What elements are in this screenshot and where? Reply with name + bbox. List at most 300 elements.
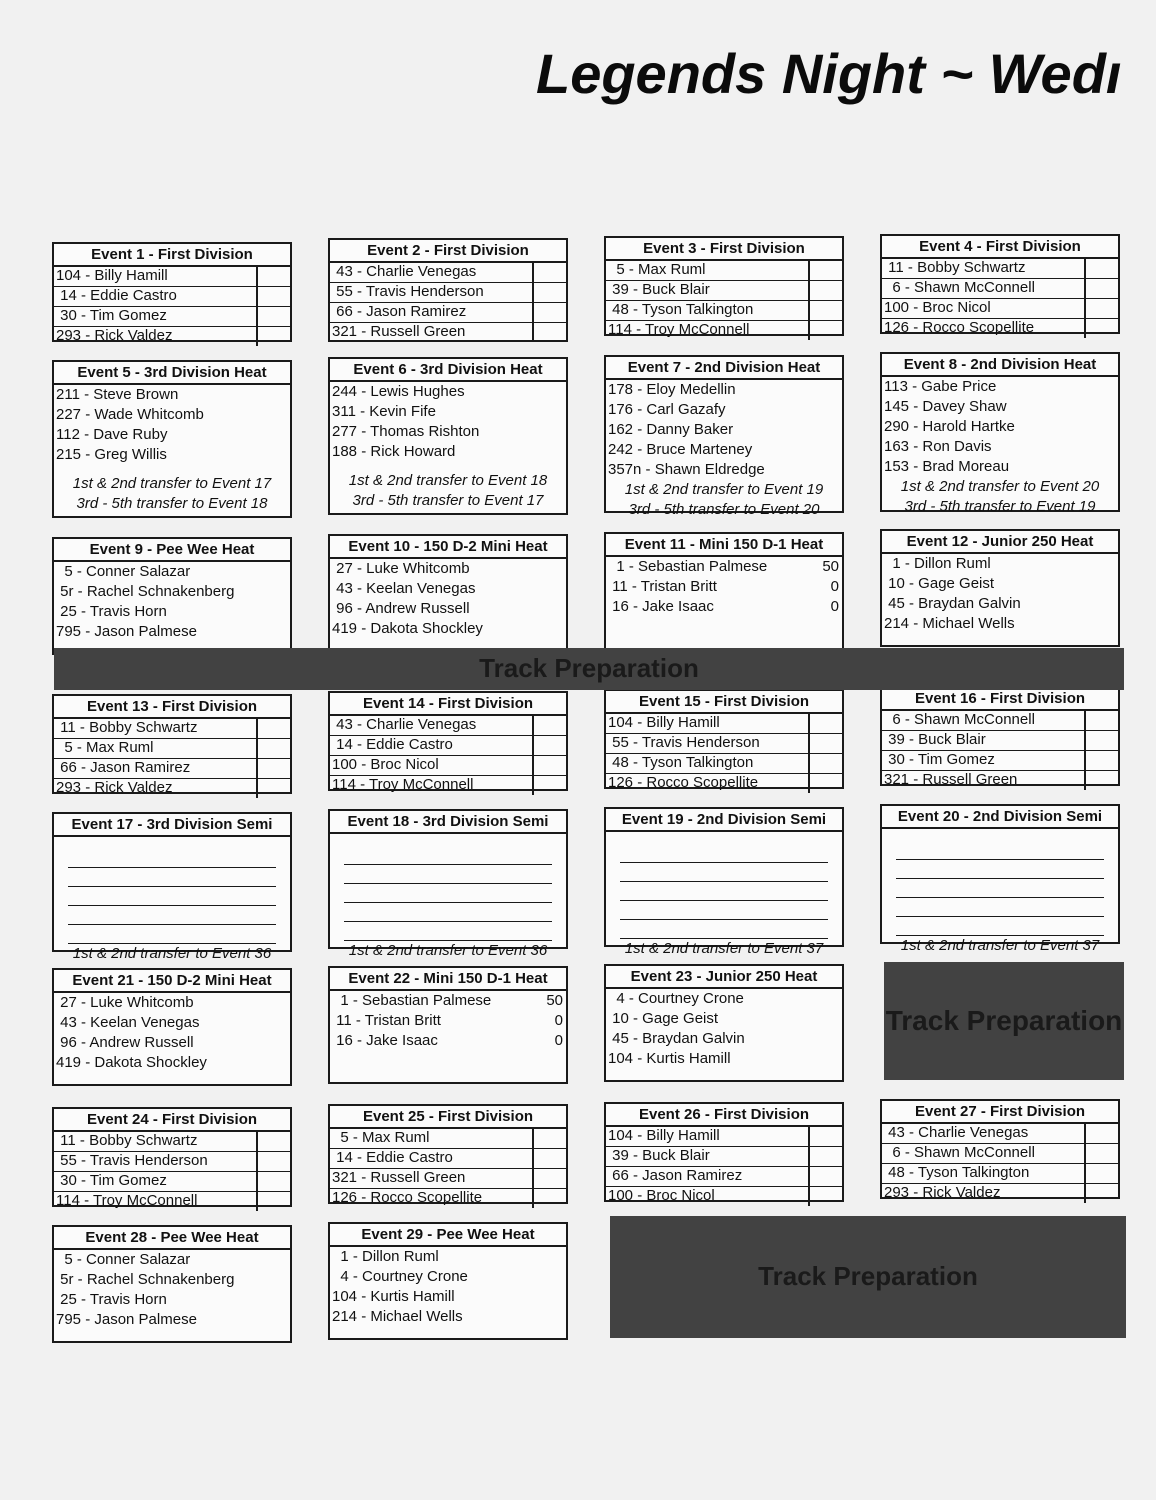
event-title: Event 20 - 2nd Division Semi	[882, 806, 1118, 829]
driver-name: 290 - Harold Hartke	[884, 418, 1015, 435]
driver-row	[330, 1247, 566, 1267]
result-cell	[1084, 1184, 1118, 1203]
driver-name: 178 - Eloy Medellin	[608, 381, 736, 398]
result-cell	[256, 287, 290, 306]
driver-name: 55 - Travis Henderson	[332, 283, 484, 300]
driver-row	[882, 554, 1118, 574]
driver-name: 215 - Greg Willis	[56, 446, 167, 463]
driver-row	[330, 442, 566, 462]
event-box	[52, 537, 292, 655]
event-title: Event 3 - First Division	[606, 238, 842, 261]
entry-line	[68, 868, 276, 887]
driver-row	[882, 299, 1118, 319]
driver-name: 43 - Keelan Venegas	[56, 1014, 200, 1031]
driver-name: 321 - Russell Green	[884, 771, 1018, 788]
driver-row	[606, 400, 842, 420]
driver-row	[330, 736, 566, 756]
driver-name: 311 - Kevin Fife	[332, 403, 436, 420]
driver-row	[54, 779, 290, 798]
transfer-note: 1st & 2nd transfer to Event 20	[900, 478, 1100, 495]
driver-name: 357n - Shawn Eldredge	[608, 461, 765, 478]
driver-name: 5 - Conner Salazar	[56, 563, 191, 580]
driver-name: 14 - Eddie Castro	[332, 1149, 453, 1166]
driver-name: 419 - Dakota Shockley	[332, 620, 483, 637]
entry-line	[896, 917, 1104, 936]
entry-line	[344, 903, 552, 922]
event-title: Event 19 - 2nd Division Semi	[606, 809, 842, 832]
driver-name: 5 - Max Ruml	[56, 739, 154, 756]
transfer-note: 1st & 2nd transfer to Event 19	[624, 481, 824, 498]
result-cell	[532, 1149, 566, 1168]
driver-name: 48 - Tyson Talkington	[608, 301, 754, 318]
event-title: Event 2 - First Division	[330, 240, 566, 263]
driver-name: 10 - Gage Geist	[608, 1010, 719, 1027]
driver-name: 11 - Bobby Schwartz	[884, 259, 1026, 276]
driver-row	[606, 440, 842, 460]
driver-row	[606, 577, 842, 597]
driver-name: 1 - Dillon Ruml	[332, 1248, 439, 1265]
driver-name: 795 - Jason Palmese	[56, 1311, 197, 1328]
entry-line	[620, 863, 828, 882]
driver-name: 104 - Billy Hamill	[56, 267, 168, 284]
entry-line	[68, 906, 276, 925]
driver-row	[330, 323, 566, 342]
driver-row	[606, 1009, 842, 1029]
driver-row	[330, 1129, 566, 1149]
event-box	[880, 1099, 1120, 1199]
event-box	[604, 236, 844, 336]
driver-row	[882, 731, 1118, 751]
driver-row	[882, 457, 1118, 477]
result-cell	[1084, 1124, 1118, 1143]
driver-points: 50	[546, 992, 563, 1009]
transfer-note: 3rd - 5th transfer to Event 18	[76, 495, 268, 512]
result-cell	[256, 779, 290, 798]
semi-entry-lines	[882, 829, 1118, 936]
result-cell	[256, 327, 290, 346]
driver-name: 6 - Shawn McConnell	[884, 711, 1035, 728]
event-box	[328, 691, 568, 791]
event-title: Event 14 - First Division	[330, 693, 566, 716]
event-box	[328, 809, 568, 959]
spacer	[330, 462, 566, 471]
result-cell	[808, 1187, 842, 1206]
driver-row	[330, 1287, 566, 1307]
driver-name: 145 - Davey Shaw	[884, 398, 1007, 415]
result-cell	[808, 1147, 842, 1166]
event-title: Event 25 - First Division	[330, 1106, 566, 1129]
driver-row	[606, 1187, 842, 1206]
transfer-note: 1st & 2nd transfer to Event 36	[348, 942, 548, 959]
event-box	[880, 686, 1120, 786]
driver-row	[54, 993, 290, 1013]
event-title: Event 24 - First Division	[54, 1109, 290, 1132]
driver-name: 39 - Buck Blair	[884, 731, 986, 748]
result-cell	[256, 759, 290, 778]
driver-name: 104 - Billy Hamill	[608, 1127, 720, 1144]
event-title: Event 6 - 3rd Division Heat	[330, 359, 566, 382]
driver-row	[54, 385, 290, 405]
entry-line	[620, 901, 828, 920]
entry-line	[620, 882, 828, 901]
driver-row	[54, 1270, 290, 1290]
driver-name: 43 - Charlie Venegas	[332, 716, 477, 733]
event-box	[604, 532, 844, 650]
driver-name: 126 - Rocco Scopellite	[884, 319, 1035, 336]
event-box	[604, 964, 844, 1082]
driver-name: 6 - Shawn McConnell	[884, 279, 1035, 296]
event-box	[52, 968, 292, 1086]
driver-row	[330, 619, 566, 639]
event-box	[52, 1107, 292, 1207]
driver-row	[330, 1307, 566, 1327]
transfer-note: 1st & 2nd transfer to Event 37	[624, 940, 824, 957]
driver-name: 11 - Tristan Britt	[332, 1012, 441, 1029]
entry-line	[68, 925, 276, 944]
driver-row	[606, 420, 842, 440]
driver-name: 14 - Eddie Castro	[332, 736, 453, 753]
driver-row	[330, 1189, 566, 1208]
driver-row	[54, 1013, 290, 1033]
driver-name: 153 - Brad Moreau	[884, 458, 1010, 475]
driver-name: 27 - Luke Whitcomb	[332, 560, 470, 577]
driver-name: 227 - Wade Whitcomb	[56, 406, 204, 423]
driver-name: 43 - Charlie Venegas	[884, 1124, 1029, 1141]
driver-row	[54, 307, 290, 327]
event-box	[604, 355, 844, 518]
result-cell	[1084, 731, 1118, 750]
spacer	[54, 465, 290, 474]
event-title: Event 13 - First Division	[54, 696, 290, 719]
driver-name: 211 - Steve Brown	[56, 386, 179, 403]
event-box	[880, 804, 1120, 954]
driver-name: 163 - Ron Davis	[884, 438, 992, 455]
driver-row	[882, 1144, 1118, 1164]
track-preparation-label: Track Preparation	[758, 1261, 978, 1292]
entry-line	[620, 844, 828, 863]
driver-row	[330, 776, 566, 795]
event-box	[328, 966, 568, 1084]
event-box	[328, 534, 568, 652]
driver-row	[330, 1169, 566, 1189]
event-title: Event 18 - 3rd Division Semi	[330, 811, 566, 834]
transfer-note: 1st & 2nd transfer to Event 17	[72, 475, 272, 492]
driver-name: 5 - Conner Salazar	[56, 1251, 191, 1268]
driver-name: 188 - Rick Howard	[332, 443, 456, 460]
track-preparation-block	[610, 1216, 1126, 1338]
result-cell	[1084, 1144, 1118, 1163]
driver-row	[330, 599, 566, 619]
result-cell	[808, 261, 842, 280]
event-box	[52, 694, 292, 794]
driver-name: 293 - Rick Valdez	[884, 1184, 1001, 1201]
result-cell	[532, 756, 566, 775]
driver-points: 0	[554, 1012, 563, 1029]
driver-row	[54, 1132, 290, 1152]
driver-row	[606, 301, 842, 321]
driver-name: 100 - Broc Nicol	[608, 1187, 715, 1204]
event-title: Event 23 - Junior 250 Heat	[606, 966, 842, 989]
driver-row	[606, 1167, 842, 1187]
driver-name: 100 - Broc Nicol	[884, 299, 991, 316]
result-cell	[532, 323, 566, 342]
result-cell	[808, 321, 842, 340]
page-title: Legends Night ~ Wedı	[536, 42, 1122, 105]
result-cell	[532, 1189, 566, 1208]
driver-row	[330, 716, 566, 736]
result-cell	[256, 719, 290, 738]
track-preparation-label: Track Preparation	[479, 653, 699, 684]
entry-line	[68, 887, 276, 906]
driver-row	[882, 417, 1118, 437]
driver-name: 114 - Troy McConnell	[56, 1192, 198, 1209]
driver-points: 0	[830, 578, 839, 595]
event-box	[52, 1225, 292, 1343]
result-cell	[1084, 259, 1118, 278]
event-box	[880, 529, 1120, 647]
driver-name: 176 - Carl Gazafy	[608, 401, 726, 418]
entry-line	[68, 849, 276, 868]
result-cell	[532, 736, 566, 755]
result-cell	[532, 303, 566, 322]
event-title: Event 11 - Mini 150 D-1 Heat	[606, 534, 842, 557]
driver-row	[882, 319, 1118, 338]
event-title: Event 28 - Pee Wee Heat	[54, 1227, 290, 1250]
driver-name: 126 - Rocco Scopellite	[332, 1189, 483, 1206]
driver-name: 244 - Lewis Hughes	[332, 383, 465, 400]
driver-row	[54, 1172, 290, 1192]
track-preparation-label: Track Preparation	[885, 1004, 1123, 1036]
result-cell	[808, 754, 842, 773]
driver-row	[882, 279, 1118, 299]
driver-name: 30 - Tim Gomez	[56, 1172, 167, 1189]
entry-line	[344, 846, 552, 865]
driver-row	[330, 402, 566, 422]
driver-row	[54, 1192, 290, 1211]
driver-row	[54, 445, 290, 465]
event-box	[52, 242, 292, 342]
result-cell	[808, 281, 842, 300]
driver-row	[330, 283, 566, 303]
driver-row	[54, 739, 290, 759]
driver-row	[882, 377, 1118, 397]
driver-row	[606, 1147, 842, 1167]
entry-line	[896, 879, 1104, 898]
event-title: Event 1 - First Division	[54, 244, 290, 267]
driver-row	[54, 562, 290, 582]
driver-row	[54, 1250, 290, 1270]
event-box	[880, 352, 1120, 515]
driver-row	[882, 1184, 1118, 1203]
driver-name: 96 - Andrew Russell	[56, 1034, 194, 1051]
driver-name: 293 - Rick Valdez	[56, 327, 173, 344]
driver-name: 66 - Jason Ramirez	[608, 1167, 743, 1184]
driver-name: 4 - Courtney Crone	[608, 990, 744, 1007]
result-cell	[1084, 279, 1118, 298]
driver-row	[330, 991, 566, 1011]
result-cell	[1084, 771, 1118, 790]
event-title: Event 9 - Pee Wee Heat	[54, 539, 290, 562]
driver-row	[606, 281, 842, 301]
driver-name: 293 - Rick Valdez	[56, 779, 173, 796]
result-cell	[808, 714, 842, 733]
entry-line	[344, 884, 552, 903]
result-cell	[256, 739, 290, 758]
driver-row	[606, 321, 842, 340]
driver-row	[330, 1031, 566, 1051]
result-cell	[808, 734, 842, 753]
result-cell	[256, 267, 290, 286]
entry-line	[620, 920, 828, 939]
driver-row	[882, 1124, 1118, 1144]
driver-row	[330, 579, 566, 599]
driver-row	[606, 754, 842, 774]
driver-name: 25 - Travis Horn	[56, 603, 167, 620]
driver-name: 66 - Jason Ramirez	[332, 303, 467, 320]
transfer-note: 1st & 2nd transfer to Event 37	[900, 937, 1100, 954]
driver-name: 66 - Jason Ramirez	[56, 759, 191, 776]
result-cell	[532, 283, 566, 302]
driver-row	[54, 405, 290, 425]
driver-name: 321 - Russell Green	[332, 1169, 466, 1186]
driver-row	[882, 259, 1118, 279]
driver-name: 104 - Kurtis Hamill	[608, 1050, 731, 1067]
driver-row	[54, 582, 290, 602]
driver-name: 5r - Rachel Schnakenberg	[56, 583, 235, 600]
transfer-note: 1st & 2nd transfer to Event 36	[72, 945, 272, 962]
result-cell	[808, 1167, 842, 1186]
driver-name: 25 - Travis Horn	[56, 1291, 167, 1308]
driver-row	[606, 774, 842, 793]
result-cell	[532, 1129, 566, 1148]
result-cell	[1084, 1164, 1118, 1183]
driver-name: 4 - Courtney Crone	[332, 1268, 468, 1285]
track-preparation-box	[884, 962, 1124, 1080]
driver-name: 114 - Troy McConnell	[332, 776, 474, 793]
driver-row	[606, 714, 842, 734]
event-title: Event 29 - Pee Wee Heat	[330, 1224, 566, 1247]
driver-row	[330, 756, 566, 776]
driver-row	[54, 327, 290, 346]
driver-name: 1 - Sebastian Palmese	[332, 992, 492, 1009]
driver-row	[54, 1290, 290, 1310]
driver-row	[882, 594, 1118, 614]
driver-row	[54, 267, 290, 287]
driver-row	[882, 711, 1118, 731]
event-title: Event 21 - 150 D-2 Mini Heat	[54, 970, 290, 993]
result-cell	[256, 307, 290, 326]
driver-row	[606, 597, 842, 617]
driver-row	[330, 422, 566, 442]
driver-name: 1 - Dillon Ruml	[884, 555, 991, 572]
driver-name: 11 - Tristan Britt	[608, 578, 717, 595]
driver-name: 48 - Tyson Talkington	[884, 1164, 1030, 1181]
event-box	[328, 238, 568, 342]
driver-name: 11 - Bobby Schwartz	[56, 719, 198, 736]
driver-row	[330, 1149, 566, 1169]
driver-name: 48 - Tyson Talkington	[608, 754, 754, 771]
event-title: Event 12 - Junior 250 Heat	[882, 531, 1118, 554]
event-title: Event 17 - 3rd Division Semi	[54, 814, 290, 837]
event-box	[604, 1102, 844, 1202]
driver-name: 795 - Jason Palmese	[56, 623, 197, 640]
event-title: Event 10 - 150 D-2 Mini Heat	[330, 536, 566, 559]
driver-row	[330, 1267, 566, 1287]
result-cell	[1084, 751, 1118, 770]
semi-entry-lines	[606, 832, 842, 939]
driver-name: 39 - Buck Blair	[608, 1147, 710, 1164]
driver-name: 5 - Max Ruml	[608, 261, 706, 278]
event-box	[328, 1104, 568, 1204]
entry-line	[344, 865, 552, 884]
semi-entry-lines	[330, 834, 566, 941]
event-box	[880, 234, 1120, 334]
driver-row	[54, 602, 290, 622]
driver-row	[54, 622, 290, 642]
event-title: Event 8 - 2nd Division Heat	[882, 354, 1118, 377]
driver-name: 16 - Jake Isaac	[332, 1032, 438, 1049]
driver-row	[606, 261, 842, 281]
driver-row	[606, 557, 842, 577]
entry-line	[896, 860, 1104, 879]
driver-name: 45 - Braydan Galvin	[608, 1030, 745, 1047]
event-box	[604, 807, 844, 957]
driver-row	[882, 437, 1118, 457]
driver-name: 11 - Bobby Schwartz	[56, 1132, 198, 1149]
result-cell	[532, 1169, 566, 1188]
result-cell	[256, 1192, 290, 1211]
result-cell	[808, 1127, 842, 1146]
driver-row	[54, 759, 290, 779]
semi-entry-lines	[54, 837, 290, 944]
driver-points: 50	[822, 558, 839, 575]
driver-row	[54, 719, 290, 739]
driver-row	[54, 1310, 290, 1330]
driver-row	[54, 287, 290, 307]
driver-row	[330, 1011, 566, 1031]
event-box	[52, 360, 292, 518]
event-title: Event 15 - First Division	[606, 691, 842, 714]
driver-name: 14 - Eddie Castro	[56, 287, 177, 304]
driver-row	[606, 380, 842, 400]
driver-row	[606, 460, 842, 480]
driver-name: 113 - Gabe Price	[884, 378, 997, 395]
driver-name: 39 - Buck Blair	[608, 281, 710, 298]
event-title: Event 7 - 2nd Division Heat	[606, 357, 842, 380]
event-box	[52, 812, 292, 962]
driver-name: 1 - Sebastian Palmese	[608, 558, 768, 575]
driver-row	[882, 751, 1118, 771]
driver-name: 55 - Travis Henderson	[608, 734, 760, 751]
driver-points: 0	[554, 1032, 563, 1049]
driver-name: 242 - Bruce Marteney	[608, 441, 753, 458]
result-cell	[1084, 319, 1118, 338]
driver-name: 16 - Jake Isaac	[608, 598, 714, 615]
driver-name: 5 - Max Ruml	[332, 1129, 430, 1146]
event-title: Event 22 - Mini 150 D-1 Heat	[330, 968, 566, 991]
transfer-note: 1st & 2nd transfer to Event 18	[348, 472, 548, 489]
result-cell	[256, 1172, 290, 1191]
driver-row	[882, 1164, 1118, 1184]
transfer-note: 3rd - 5th transfer to Event 19	[904, 498, 1096, 515]
driver-row	[882, 614, 1118, 634]
track-preparation-band	[54, 648, 1124, 690]
driver-name: 96 - Andrew Russell	[332, 600, 470, 617]
driver-name: 43 - Keelan Venegas	[332, 580, 476, 597]
driver-name: 45 - Braydan Galvin	[884, 595, 1021, 612]
driver-name: 321 - Russell Green	[332, 323, 466, 340]
driver-row	[330, 559, 566, 579]
